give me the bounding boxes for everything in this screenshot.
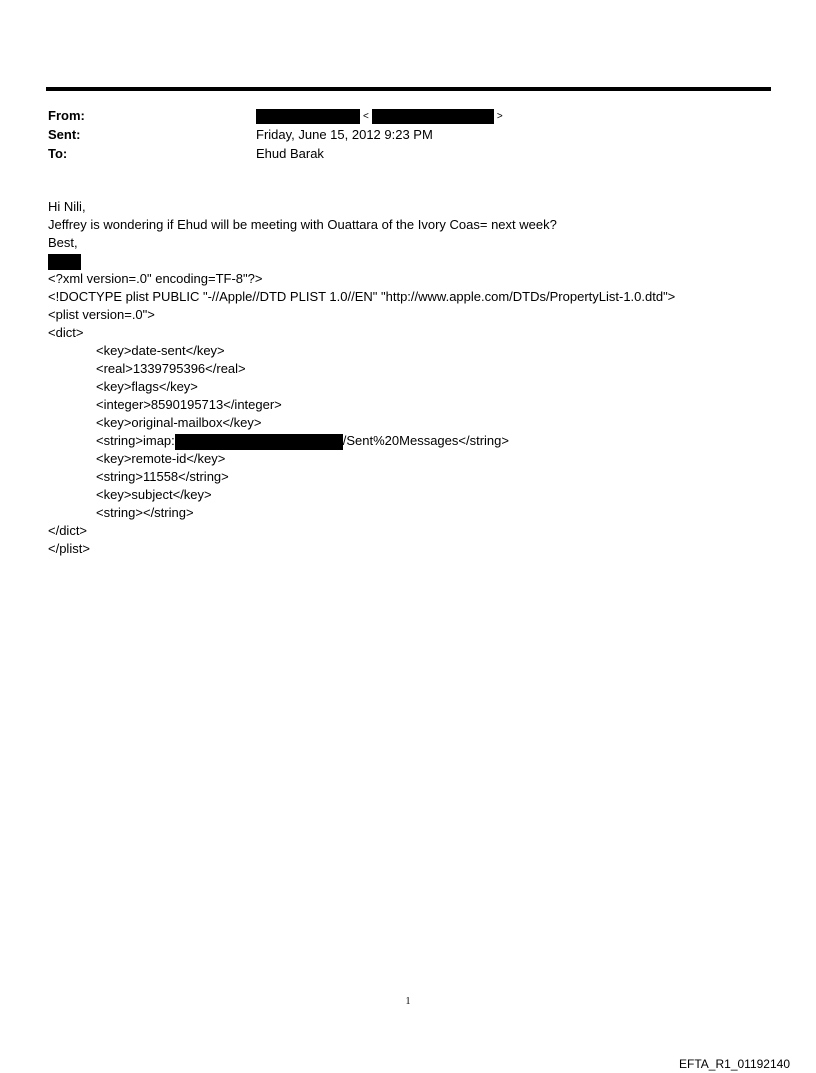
sent-value: Friday, June 15, 2012 9:23 PM: [256, 127, 433, 142]
doctype-line: <!DOCTYPE plist PUBLIC "-//Apple//DTD PLIST 1.0//EN" "http://www.apple.com/DTDs/PropertyList-1.0.dtd">: [48, 289, 676, 304]
redacted-signature: [48, 254, 81, 270]
from-row: [48, 107, 768, 125]
key-remote-id: <key>remote-id</key>: [96, 451, 226, 466]
sent-row: [48, 126, 768, 144]
from-label: From:: [48, 108, 85, 123]
email-body: [48, 198, 675, 558]
plist-open: <plist version=.0">: [48, 307, 155, 322]
plist-close: </plist>: [48, 541, 90, 556]
dict-open: <dict>: [48, 325, 84, 340]
document-id: EFTA_R1_01192140: [679, 1057, 790, 1071]
mailbox-string: [48, 432, 675, 450]
signature-line: [48, 252, 675, 270]
mailbox-prefix: <string>imap:: [96, 433, 175, 448]
dict-close: </dict>: [48, 523, 88, 538]
redacted-mailbox: [175, 434, 343, 450]
mailbox-suffix: /Sent%20Messages</string>: [342, 433, 509, 448]
greeting: Hi Nili,: [48, 199, 86, 214]
key-flags: <key>flags</key>: [96, 379, 198, 394]
from-lt: <: [363, 110, 369, 122]
key-date-sent: <key>date-sent</key>: [96, 343, 225, 358]
integer-value: <integer>8590195713</integer>: [96, 397, 282, 412]
xml-declaration: <?xml version=.0" encoding=TF-8"?>: [48, 271, 263, 286]
message-text: Jeffrey is wondering if Ehud will be meeting with Ouattara of the Ivory Coas= next week?: [48, 217, 557, 232]
to-row: [48, 145, 768, 163]
key-subject: <key>subject</key>: [96, 487, 212, 502]
redacted-sender-email: [372, 109, 494, 124]
from-value: [256, 107, 506, 126]
to-value: Ehud Barak: [256, 146, 324, 161]
remote-id-value: <string>11558</string>: [96, 469, 229, 484]
to-label: To:: [48, 146, 68, 161]
page-number: 1: [405, 996, 411, 1007]
real-value: <real>1339795396</real>: [96, 361, 246, 376]
sent-label: Sent:: [48, 127, 81, 142]
from-gt: >: [496, 110, 503, 122]
subject-value: <string></string>: [96, 505, 194, 520]
signoff: Best,: [48, 235, 78, 250]
header-rule: [46, 87, 771, 91]
key-original-mailbox: <key>original-mailbox</key>: [96, 415, 262, 430]
redacted-sender-name: [256, 109, 360, 124]
